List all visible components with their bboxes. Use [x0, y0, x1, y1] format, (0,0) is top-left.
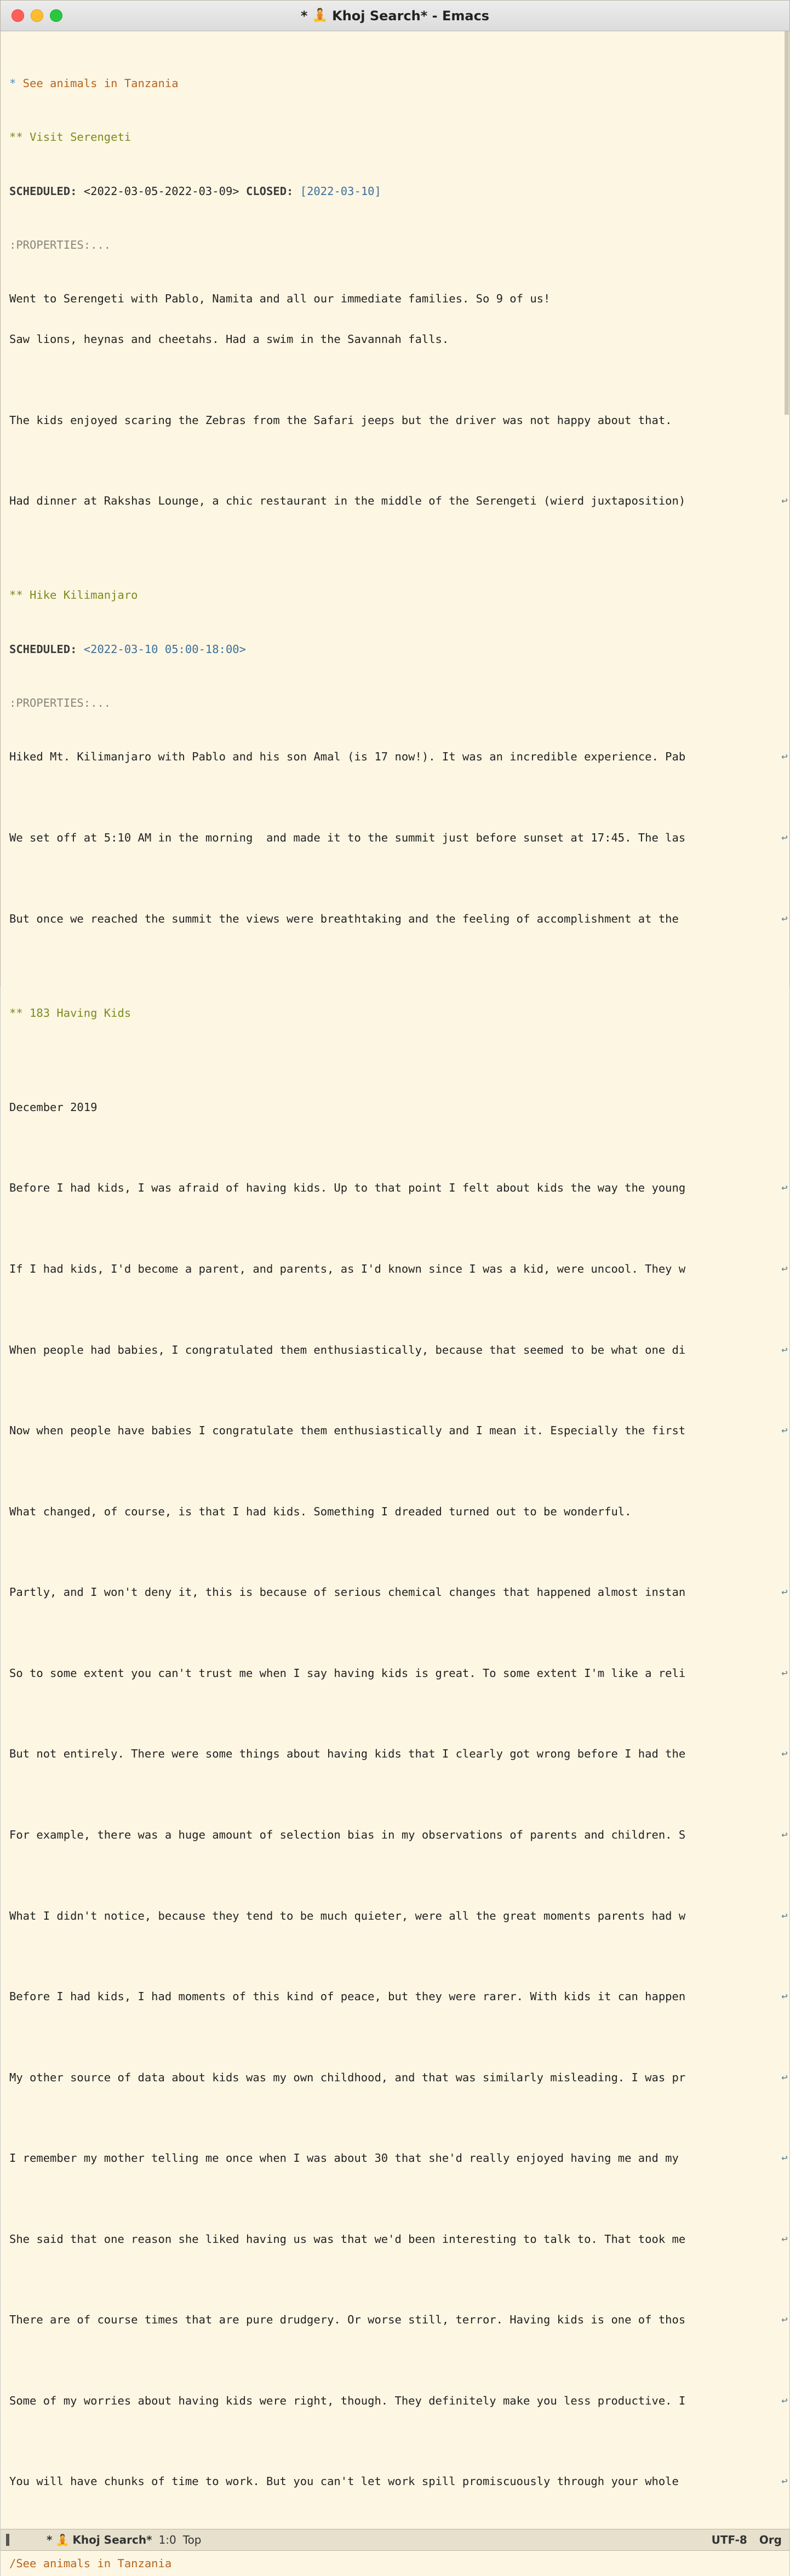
scheduled-timestamp[interactable]: <2022-03-10 05:00-18:00>	[83, 642, 246, 656]
blank-line	[9, 1303, 789, 1316]
mode-line-buffer-name[interactable]	[47, 2533, 152, 2546]
mode-line-scroll-state: Top	[182, 2533, 202, 2546]
blank-line	[9, 2111, 789, 2125]
body-line: Saw lions, heynas and cheetahs. Had a swim in the Savannah falls.	[9, 333, 449, 346]
body-line: She said that one reason she liked having us was that we'd been interesting to talk to. That took me ↩	[9, 2232, 789, 2246]
scheduled-line	[9, 185, 789, 198]
blank-line	[9, 454, 789, 467]
scheduled-keyword: SCHEDULED:	[9, 642, 77, 656]
blank-line	[9, 1545, 789, 1559]
line-wrap-icon: ↩	[781, 751, 788, 763]
closed-timestamp[interactable]: [2022-03-10]	[300, 184, 381, 198]
window-title-text: Khoj Search* - Emacs	[332, 8, 490, 24]
body-line: My other source of data about kids was my own childhood, and that was similarly misleading. I was pr ↩	[9, 2071, 789, 2085]
mode-line-buffer-label: Khoj Search*	[72, 2533, 152, 2546]
body-line: We set off at 5:10 AM in the morning and made it to the summit just before sunset at 17:45. The las ↩	[9, 831, 789, 845]
blank-line	[9, 1383, 789, 1397]
line-wrap-icon: ↩	[781, 2394, 788, 2407]
blank-line	[9, 1464, 789, 1478]
mode-line-buffer-prefix: *	[47, 2533, 53, 2546]
zoom-window-button[interactable]	[50, 9, 62, 22]
line-wrap-icon: ↩	[781, 1990, 788, 2003]
heading-line-4[interactable]	[9, 1006, 789, 1020]
window-title-prefix: *	[300, 8, 308, 24]
body-line: Went to Serengeti with Pablo, Namita and all our immediate families. So 9 of us!	[9, 292, 551, 306]
scheduled-keyword: SCHEDULED:	[9, 184, 77, 198]
body-line: But not entirely. There were some things about having kids that I clearly got wrong before I had the ↩	[9, 1747, 789, 1761]
heading-line-1[interactable]	[9, 77, 789, 90]
body-line: When people had babies, I congratulated them enthusiastically, because that seemed to be what one di ↩	[9, 1343, 789, 1357]
echo-area-text: /See animals in Tanzania	[9, 2556, 172, 2570]
blank-line	[9, 2354, 789, 2367]
line-wrap-icon: ↩	[781, 1828, 788, 1841]
line-wrap-icon: ↩	[781, 2071, 788, 2083]
line-wrap-icon: ↩	[781, 2232, 788, 2245]
blank-line	[9, 1707, 789, 1721]
scheduled-range[interactable]: <2022-03-05-2022-03-09>	[83, 184, 239, 198]
blank-line	[9, 373, 789, 387]
closed-keyword: CLOSED:	[245, 184, 294, 198]
body-line: December 2019	[9, 1100, 98, 1114]
title-bar	[1, 1, 789, 31]
body-line: I remember my mother telling me once when I was about 30 that she'd really enjoyed having me and my ↩	[9, 2151, 789, 2165]
body-line: Had dinner at Rakshas Lounge, a chic restaurant in the middle of the Serengeti (wierd juxtaposition) ↩	[9, 494, 789, 508]
heading-line-2[interactable]	[9, 130, 789, 144]
traffic-light-group	[1, 9, 62, 22]
blank-line	[9, 872, 789, 885]
mode-line-left	[8, 2533, 704, 2546]
line-wrap-icon: ↩	[781, 832, 788, 844]
mode-line-encoding: UTF-8	[711, 2533, 747, 2546]
blank-line	[9, 1222, 789, 1235]
minimize-window-button[interactable]	[31, 9, 43, 22]
mode-line-position: 1:0	[158, 2533, 176, 2546]
body-line: Before I had kids, I was afraid of having kids. Up to that point I felt about kids the way the young ↩	[9, 1181, 789, 1195]
line-wrap-icon: ↩	[781, 1182, 788, 1194]
body-line: What I didn't notice, because they tend to be much quieter, were all the great moments parents had w ↩	[9, 1909, 789, 1923]
mode-line-narrow-indicator	[6, 2534, 9, 2546]
heading-line-3[interactable]	[9, 588, 789, 602]
line-wrap-icon: ↩	[781, 1909, 788, 1922]
line-wrap-icon: ↩	[781, 1424, 788, 1437]
blank-line	[9, 1788, 789, 1801]
line-wrap-icon: ↩	[781, 495, 788, 507]
mode-line-major-mode[interactable]: Org	[759, 2533, 782, 2546]
heading2-bullet: **	[9, 1006, 23, 1020]
blank-line	[9, 1949, 789, 1963]
line-wrap-icon: ↩	[781, 1586, 788, 1599]
body-line: If I had kids, I'd become a parent, and parents, as I'd known since I was a kid, were uncool. They w ↩	[9, 1262, 789, 1276]
blank-line	[9, 2192, 789, 2206]
heading1-bullet: *	[9, 76, 16, 90]
properties-drawer[interactable]: :PROPERTIES:...	[9, 696, 111, 710]
close-window-button[interactable]	[12, 9, 24, 22]
line-wrap-icon: ↩	[781, 912, 788, 925]
body-line: Some of my worries about having kids were right, though. They definitely make you less productive. I ↩	[9, 2394, 789, 2408]
blank-line	[9, 791, 789, 804]
blank-line	[9, 1141, 789, 1155]
line-wrap-icon: ↩	[781, 1343, 788, 1356]
line-wrap-icon: ↩	[781, 1748, 788, 1760]
line-wrap-icon: ↩	[781, 1263, 788, 1275]
body-line: Partly, and I won't deny it, this is because of serious chemical changes that happened almost instan ↩	[9, 1585, 789, 1599]
buffer-text	[1, 36, 789, 2529]
body-line: But once we reached the summit the views were breathtaking and the feeling of accomplishment at the ↩	[9, 912, 789, 926]
echo-area[interactable]	[1, 2551, 789, 2576]
blank-line	[9, 2435, 789, 2448]
body-line: Before I had kids, I had moments of this kind of peace, but they were rarer. With kids it can happen ↩	[9, 1990, 789, 2003]
body-line: Now when people have babies I congratulate them enthusiastically and I mean it. Especially the first ↩	[9, 1424, 789, 1438]
line-wrap-icon: ↩	[781, 2152, 788, 2165]
body-line: What changed, of course, is that I had kids. Something I dreaded turned out to be wonderful.	[9, 1504, 632, 1518]
line-wrap-icon: ↩	[781, 2314, 788, 2326]
heading2-text: Hike Kilimanjaro	[22, 588, 138, 602]
body-line: There are of course times that are pure drudgery. Or worse still, terror. Having kids is one of thos ↩	[9, 2313, 789, 2327]
blank-line	[9, 1626, 789, 1640]
body-line: So to some extent you can't trust me when I say having kids is great. To some extent I'm like a reli ↩	[9, 1667, 789, 1680]
body-line: For example, there was a huge amount of selection bias in my observations of parents and children. S ↩	[9, 1828, 789, 1842]
buddha-icon: 🧘	[55, 2533, 70, 2546]
heading2-text: 183 Having Kids	[22, 1006, 131, 1020]
blank-line	[9, 2030, 789, 2044]
body-line: Hiked Mt. Kilimanjaro with Pablo and his son Amal (is 17 now!). It was an incredible experience. Pab ↩	[9, 750, 789, 764]
blank-line	[9, 1060, 789, 1074]
properties-drawer[interactable]: :PROPERTIES:...	[9, 238, 111, 251]
heading2-bullet: **	[9, 130, 23, 144]
blank-line	[9, 535, 789, 548]
line-wrap-icon: ↩	[781, 2475, 788, 2488]
blank-line	[9, 952, 789, 966]
heading1-text: See animals in Tanzania	[16, 76, 179, 90]
mode-line	[1, 2529, 789, 2551]
blank-line	[9, 2273, 789, 2287]
mode-line-right	[712, 2533, 782, 2546]
body-line: You will have chunks of time to work. But you can't let work spill promiscuously through your whole ↩	[9, 2475, 789, 2488]
body-line: The kids enjoyed scaring the Zebras from the Safari jeeps but the driver was not happy about that.	[9, 413, 672, 427]
scheduled-line-2	[9, 643, 789, 656]
heading2-bullet: **	[9, 588, 23, 602]
org-buffer[interactable]	[1, 31, 789, 2529]
blank-line	[9, 1869, 789, 1882]
line-wrap-icon: ↩	[781, 1667, 788, 1679]
heading2-text: Visit Serengeti	[22, 130, 131, 144]
window-title	[1, 8, 789, 24]
buddha-icon: 🧘	[312, 8, 328, 22]
